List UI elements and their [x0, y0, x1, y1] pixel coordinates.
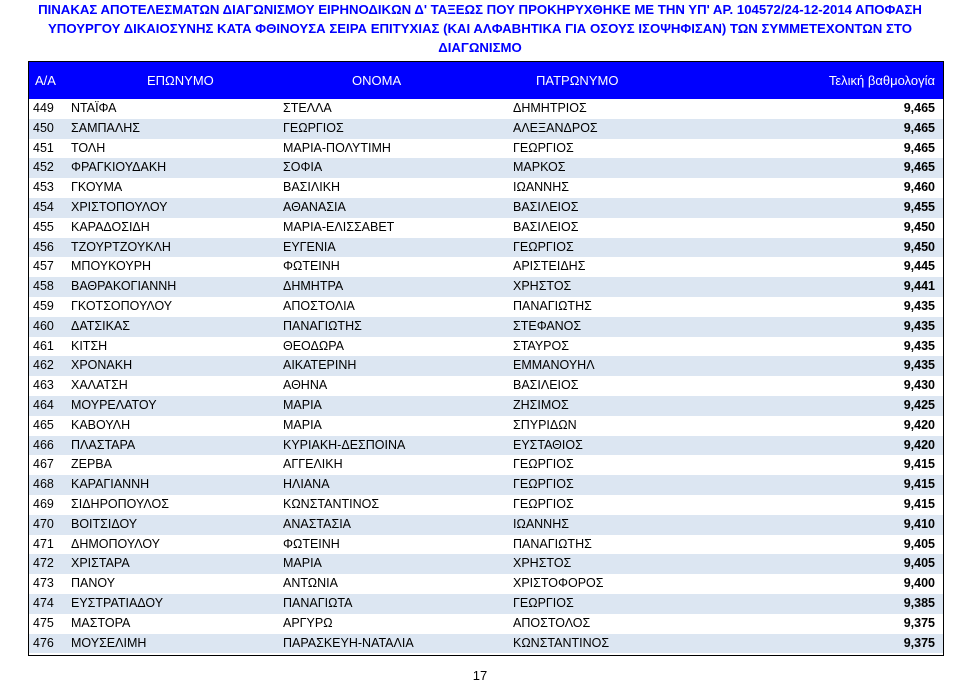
cell-aa: 467 [33, 457, 54, 472]
table-row [29, 376, 943, 396]
cell-grade: 9,435 [903, 298, 935, 313]
cell-father-name: ΣΤΑΥΡΟΣ [513, 338, 569, 353]
cell-father-name: ΑΛΕΞΑΝΔΡΟΣ [513, 120, 598, 135]
cell-first-name: ΚΥΡΙΑΚΗ-ΔΕΣΠΟΙΝΑ [283, 437, 406, 452]
table-row [29, 119, 943, 139]
cell-grade: 9,435 [903, 338, 935, 353]
cell-aa: 459 [33, 298, 54, 313]
cell-first-name: ΣΟΦΙΑ [283, 160, 323, 175]
cell-father-name: ΑΡΙΣΤΕΙΔΗΣ [513, 259, 586, 274]
table-row [29, 614, 943, 634]
cell-father-name: ΧΡΗΣΤΟΣ [513, 279, 572, 294]
cell-grade: 9,465 [903, 160, 935, 175]
cell-father-name: ΓΕΩΡΓΙΟΣ [513, 595, 574, 610]
cell-last-name: ΤΟΛΗ [71, 140, 106, 155]
cell-grade: 9,441 [903, 279, 935, 294]
cell-aa: 462 [33, 358, 54, 373]
cell-first-name: ΠΑΡΑΣΚΕΥΗ-ΝΑΤΑΛΙΑ [283, 635, 414, 650]
table-row [29, 238, 943, 258]
header-first-name: ΟΝΟΜΑ [352, 73, 402, 88]
table-row [29, 317, 943, 337]
cell-last-name: ΚΑΡΑΔΟΣΙΔΗ [71, 219, 150, 234]
cell-last-name: ΠΑΝΟΥ [71, 576, 116, 591]
cell-aa: 468 [33, 477, 54, 492]
cell-father-name: ΠΑΝΑΓΙΩΤΗΣ [513, 298, 592, 313]
cell-grade: 9,445 [903, 259, 935, 274]
cell-father-name: ΔΗΜΗΤΡΙΟΣ [513, 101, 587, 115]
cell-last-name: ΤΖΟΥΡΤΖΟΥΚΛΗ [71, 239, 171, 254]
table-row [29, 436, 943, 456]
cell-grade: 9,420 [903, 417, 935, 432]
cell-father-name: ΠΑΝΑΓΙΩΤΗΣ [513, 536, 592, 551]
cell-aa: 460 [33, 318, 54, 333]
cell-grade: 9,405 [903, 536, 935, 551]
cell-last-name: ΔΗΜΟΠΟΥΛΟΥ [71, 536, 161, 551]
cell-first-name: ΠΑΝΑΓΙΩΤΑ [283, 595, 353, 610]
cell-aa: 456 [33, 239, 54, 254]
table-row [29, 198, 943, 218]
page-number: 17 [472, 668, 488, 683]
cell-father-name: ΕΜΜΑΝΟΥΗΛ [513, 358, 595, 373]
cell-first-name: ΚΩΝΣΤΑΝΤΙΝΟΣ [283, 496, 380, 511]
cell-aa: 452 [33, 160, 54, 175]
cell-aa: 469 [33, 496, 54, 511]
cell-grade: 9,420 [903, 437, 935, 452]
cell-last-name: ΜΠΟΥΚΟΥΡΗ [71, 259, 152, 274]
cell-last-name: ΖΕΡΒΑ [71, 457, 112, 472]
cell-last-name: ΜΟΥΣΕΛΙΜΗ [71, 635, 147, 650]
cell-father-name: ΙΩΑΝΝΗΣ [513, 516, 569, 531]
cell-first-name: ΑΠΟΣΤΟΛΙΑ [283, 298, 355, 313]
cell-last-name: ΚΑΒΟΥΛΗ [71, 417, 131, 432]
cell-aa: 461 [33, 338, 54, 353]
cell-last-name: ΜΑΣΤΟΡΑ [71, 615, 131, 630]
cell-grade: 9,425 [903, 397, 935, 412]
cell-last-name: ΝΤΑΪΦΑ [71, 101, 117, 115]
results-table [28, 61, 944, 656]
header-grade: Τελική βαθμολογία [828, 73, 935, 88]
cell-first-name: ΑΘΑΝΑΣΙΑ [283, 199, 346, 214]
cell-father-name: ΜΑΡΚΟΣ [513, 160, 566, 175]
cell-first-name: ΜΑΡΙΑ-ΕΛΙΣΣΑΒΕΤ [283, 219, 395, 234]
table-row [29, 594, 943, 614]
cell-first-name: ΦΩΤΕΙΝΗ [283, 536, 340, 551]
cell-aa: 450 [33, 120, 54, 135]
cell-grade: 9,465 [903, 101, 935, 115]
cell-aa: 455 [33, 219, 54, 234]
cell-grade: 9,375 [903, 615, 935, 630]
cell-aa: 471 [33, 536, 54, 551]
cell-father-name: ΧΡΙΣΤΟΦΟΡΟΣ [513, 576, 604, 591]
table-row [29, 634, 943, 654]
table-row [29, 337, 943, 357]
table-row [29, 515, 943, 535]
cell-first-name: ΦΩΤΕΙΝΗ [283, 259, 340, 274]
cell-aa: 475 [33, 615, 54, 630]
cell-first-name: ΑΘΗΝΑ [283, 378, 328, 393]
table-row [29, 356, 943, 376]
cell-aa: 466 [33, 437, 54, 452]
table-row [29, 139, 943, 159]
cell-last-name: ΒΑΘΡΑΚΟΓΙΑΝΝΗ [71, 279, 177, 294]
cell-grade: 9,465 [903, 140, 935, 155]
cell-father-name: ΒΑΣΙΛΕΙΟΣ [513, 378, 579, 393]
header-last-name: ΕΠΩΝΥΜΟ [147, 73, 214, 88]
cell-first-name: ΗΛΙΑΝΑ [283, 477, 330, 492]
cell-first-name: ΘΕΟΔΩΡΑ [283, 338, 344, 353]
table-row [29, 535, 943, 555]
cell-grade: 9,430 [903, 378, 935, 393]
cell-grade: 9,400 [903, 576, 935, 591]
cell-last-name: ΦΡΑΓΚΙΟΥΔΑΚΗ [71, 160, 167, 175]
cell-last-name: ΣΙΔΗΡΟΠΟΥΛΟΣ [71, 496, 169, 511]
cell-aa: 453 [33, 180, 54, 195]
cell-first-name: ΣΤΕΛΛΑ [283, 101, 332, 115]
cell-aa: 465 [33, 417, 54, 432]
cell-first-name: ΓΕΩΡΓΙΟΣ [283, 120, 344, 135]
cell-grade: 9,455 [903, 199, 935, 214]
cell-first-name: ΒΑΣΙΛΙΚΗ [283, 180, 341, 195]
cell-last-name: ΓΚΟΥΜΑ [71, 180, 123, 195]
cell-aa: 474 [33, 595, 54, 610]
table-row [29, 297, 943, 317]
cell-last-name: ΧΑΛΑΤΣΗ [71, 378, 128, 393]
table-row [29, 396, 943, 416]
cell-aa: 458 [33, 279, 54, 294]
cell-grade: 9,405 [903, 556, 935, 571]
cell-father-name: ΣΠΥΡΙΔΩΝ [513, 417, 577, 432]
cell-last-name: ΓΚΟΤΣΟΠΟΥΛΟΥ [71, 298, 173, 313]
cell-father-name: ΕΥΣΤΑΘΙΟΣ [513, 437, 583, 452]
table-row [29, 178, 943, 198]
cell-father-name: ΓΕΩΡΓΙΟΣ [513, 140, 574, 155]
cell-last-name: ΠΛΑΣΤΑΡΑ [71, 437, 136, 452]
table-body [29, 99, 943, 653]
cell-last-name: ΚΙΤΣΗ [71, 338, 108, 353]
cell-first-name: ΑΝΑΣΤΑΣΙΑ [283, 516, 352, 531]
cell-first-name: ΑΓΓΕΛΙΚΗ [283, 457, 343, 472]
cell-grade: 9,450 [903, 219, 935, 234]
cell-last-name: ΣΑΜΠΑΛΗΣ [71, 120, 140, 135]
table-row [29, 495, 943, 515]
table-row [29, 158, 943, 178]
cell-first-name: ΔΗΜΗΤΡΑ [283, 279, 344, 294]
cell-father-name: ΒΑΣΙΛΕΙΟΣ [513, 199, 579, 214]
cell-aa: 449 [33, 101, 54, 115]
cell-aa: 473 [33, 576, 54, 591]
cell-father-name: ΓΕΩΡΓΙΟΣ [513, 239, 574, 254]
cell-first-name: ΑΡΓΥΡΩ [283, 615, 333, 630]
header-aa: Α/Α [35, 73, 56, 88]
cell-father-name: ΖΗΣΙΜΟΣ [513, 397, 569, 412]
cell-first-name: ΑΙΚΑΤΕΡΙΝΗ [283, 358, 357, 373]
cell-first-name: ΜΑΡΙΑ [283, 417, 322, 432]
cell-grade: 9,465 [903, 120, 935, 135]
cell-first-name: ΜΑΡΙΑ [283, 397, 322, 412]
table-header [29, 62, 943, 99]
cell-grade: 9,450 [903, 239, 935, 254]
table-row [29, 218, 943, 238]
cell-aa: 476 [33, 635, 54, 650]
cell-father-name: ΒΑΣΙΛΕΙΟΣ [513, 219, 579, 234]
cell-grade: 9,415 [903, 457, 935, 472]
cell-father-name: ΚΩΝΣΤΑΝΤΙΝΟΣ [513, 635, 610, 650]
cell-aa: 470 [33, 516, 54, 531]
cell-grade: 9,410 [903, 516, 935, 531]
cell-father-name: ΓΕΩΡΓΙΟΣ [513, 457, 574, 472]
cell-last-name: ΚΑΡΑΓΙΑΝΝΗ [71, 477, 150, 492]
cell-last-name: ΕΥΣΤΡΑΤΙΑΔΟΥ [71, 595, 164, 610]
table-row [29, 99, 943, 119]
cell-aa: 454 [33, 199, 54, 214]
cell-first-name: ΜΑΡΙΑ [283, 556, 322, 571]
cell-aa: 472 [33, 556, 54, 571]
cell-father-name: ΧΡΗΣΤΟΣ [513, 556, 572, 571]
cell-first-name: ΑΝΤΩΝΙΑ [283, 576, 338, 591]
cell-aa: 463 [33, 378, 54, 393]
cell-grade: 9,460 [903, 180, 935, 195]
cell-father-name: ΓΕΩΡΓΙΟΣ [513, 477, 574, 492]
cell-father-name: ΣΤΕΦΑΝΟΣ [513, 318, 582, 333]
cell-aa: 451 [33, 140, 54, 155]
cell-grade: 9,435 [903, 358, 935, 373]
cell-last-name: ΧΡΟΝΑΚΗ [71, 358, 133, 373]
cell-first-name: ΕΥΓΕΝΙΑ [283, 239, 336, 254]
cell-grade: 9,415 [903, 477, 935, 492]
cell-grade: 9,385 [903, 595, 935, 610]
table-row [29, 455, 943, 475]
header-father-name: ΠΑΤΡΩΝΥΜΟ [536, 73, 619, 88]
cell-last-name: ΧΡΙΣΤΑΡΑ [71, 556, 130, 571]
cell-first-name: ΜΑΡΙΑ-ΠΟΛΥΤΙΜΗ [283, 140, 391, 155]
cell-aa: 457 [33, 259, 54, 274]
cell-last-name: ΜΟΥΡΕΛΑΤΟΥ [71, 397, 157, 412]
cell-last-name: ΔΑΤΣΙΚΑΣ [71, 318, 130, 333]
cell-grade: 9,415 [903, 496, 935, 511]
title-line-2: ΥΠΟΥΡΓΟΥ ΔΙΚΑΙΟΣΥΝΗΣ ΚΑΤΑ ΦΘΙΝΟΥΣΑ ΣΕΙΡΑ ΕΠΙΤΥΧΙΑΣ (ΚΑΙ ΑΛΦΑΒΗΤΙΚΑ ΓΙΑ ΟΣΟΥΣ ΙΣΟΨΗΦΙΣΑΝ) ΤΩΝ ΣΥΜΜΕΤΕΧΟΝΤΩΝ ΣΤΟ [48, 21, 912, 36]
table-row [29, 416, 943, 436]
title-line-1: ΠΙΝΑΚΑΣ ΑΠΟΤΕΛΕΣΜΑΤΩΝ ΔΙΑΓΩΝΙΣΜΟΥ ΕΙΡΗΝΟΔΙΚΩΝ Δ' ΤΑΞΕΩΣ ΠΟΥ ΠΡΟΚΗΡΥΧΘΗΚΕ ΜΕ ΤΗΝ ΥΠ' ΑΡ. 104572/24-12-2014 ΑΠΟΦΑΣΗ [38, 2, 922, 17]
table-row [29, 574, 943, 594]
table-row [29, 475, 943, 495]
cell-last-name: ΧΡΙΣΤΟΠΟΥΛΟΥ [71, 199, 168, 214]
table-row [29, 257, 943, 277]
table-row [29, 554, 943, 574]
cell-grade: 9,435 [903, 318, 935, 333]
cell-last-name: ΒΟΙΤΣΙΔΟΥ [71, 516, 138, 531]
document-title [0, 0, 960, 57]
cell-aa: 464 [33, 397, 54, 412]
cell-father-name: ΓΕΩΡΓΙΟΣ [513, 496, 574, 511]
title-line-3: ΔΙΑΓΩΝΙΣΜΟ [438, 40, 522, 55]
cell-grade: 9,375 [903, 635, 935, 650]
cell-first-name: ΠΑΝΑΓΙΩΤΗΣ [283, 318, 362, 333]
cell-father-name: ΑΠΟΣΤΟΛΟΣ [513, 615, 591, 630]
table-row [29, 277, 943, 297]
cell-father-name: ΙΩΑΝΝΗΣ [513, 180, 569, 195]
